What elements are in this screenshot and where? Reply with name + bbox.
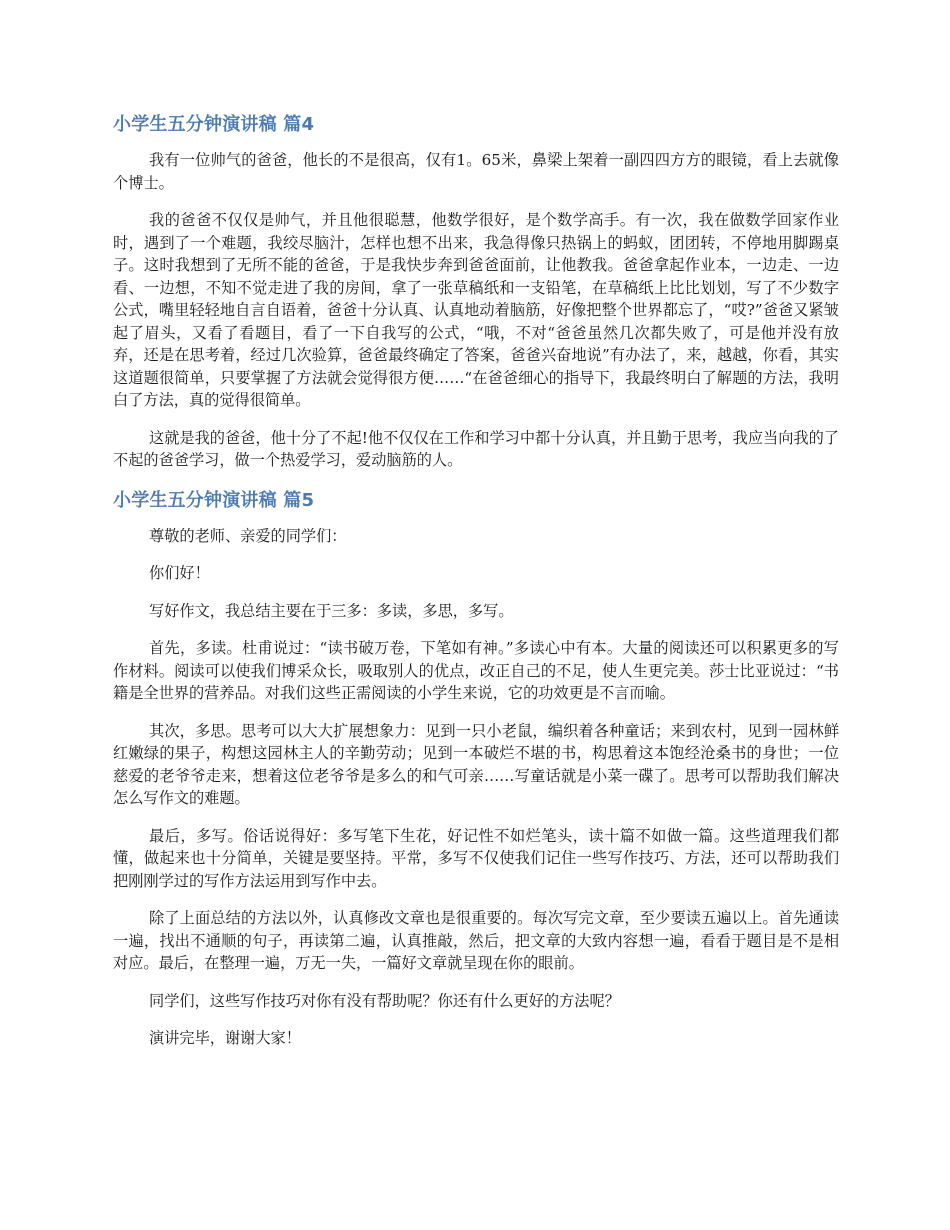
paragraph: 演讲完毕，谢谢大家！ [149, 1029, 301, 1047]
section-speech-5 [113, 488, 839, 1050]
paragraph: 首先，多读。杜甫说过：“读书破万卷，下笔如有神。”多读心中有本。大量的阅读还可以积累更多的写作材料。阅读可以使我们博采众长，吸取别人的优点，改正自己的不足，使人生更完美。莎士比亚说过：“书籍是全世界的营养品。对我们这些正需阅读的小学生来说，它的功效更是不言而喻。 [113, 639, 839, 702]
section-heading: 小学生五分钟演讲稿 篇5 [113, 489, 315, 511]
paragraph: 你们好！ [149, 564, 210, 582]
paragraph: 写好作文，我总结主要在于三多：多读，多思，多写。 [149, 601, 514, 620]
paragraph: 同学们，这些写作技巧对你有没有帮助呢？你还有什么更好的方法呢？ [149, 991, 620, 1010]
paragraph: 除了上面总结的方法以外，认真修改文章也是很重要的。每次写完文章，至少要读五遍以上。首先通读一遍，找出不通顺的句子，再读第二遍，认真推敲，然后，把文章的大致内容想一遍，看看于题目是不是相对应。最后，在整理一遍，万无一失，一篇好文章就呈现在你的眼前。 [113, 909, 839, 972]
paragraph: 我有一位帅气的爸爸，他长的不是很高，仅有1。65米，鼻梁上架着一副四四方方的眼镜，看上去就像个博士。 [113, 151, 839, 192]
section-speech-4 [113, 112, 839, 472]
section-heading: 小学生五分钟演讲稿 篇4 [113, 114, 315, 135]
paragraph: 这就是我的爸爸，他十分了不起!他不仅仅在工作和学习中都十分认真，并且勤于思考，我应当向我的了不起的爸爸学习，做一个热爱学习，爱动脑筋的人。 [113, 428, 839, 469]
paragraph: 最后，多写。俗话说得好：多写笔下生花，好记性不如烂笔头，读十篇不如做一篇。这些道理我们都懂，做起来也十分简单，关键是要坚持。平常，多写不仅使我们记住一些写作技巧、方法，还可以帮助我们把刚刚学过的写作方法运用到写作中去。 [113, 826, 839, 890]
document-content [113, 112, 839, 1065]
paragraph: 其次，多思。思考可以大大扩展想象力：见到一只小老鼠，编织着各种童话；来到农村，见到一园林鲜红嫩绿的果子，构想这园林主人的辛勤劳动；见到一本破烂不堪的书，构思着这本饱经沧桑书的身世；一位慈爱的老爷爷走来，想着这位老爷爷是多么的和气可亲……写童话就是小菜一碟了。思考可以帮助我们解决怎么写作文的难题。 [113, 721, 839, 807]
paragraph: 我的爸爸不仅仅是帅气，并且他很聪慧，他数学很好，是个数学高手。有一次，我在做数学回家作业时，遇到了一个难题，我绞尽脑汁，怎样也想不出来，我急得像只热锅上的蚂蚁，团团转，不停地用脚踢桌子。这时我想到了无所不能的爸爸，于是我快步奔到爸爸面前，让他教我。爸爸拿起作业本，一边走、一边看、一边想，不知不觉走进了我的房间，拿了一张草稿纸和一支铅笔，在草稿纸上比比划划，写了不少数字公式，嘴里轻轻地自言自语着，爸爸十分认真、认真地动着脑筋，好像把整个世界都忘了，“哎?”爸爸又紧皱起了眉头，又看了看题目，看了一下自我写的公式，“哦，不对“爸爸虽然几次都失败了，可是他并没有放弃，还是在思考着，经过几次验算，爸爸最终确定了答案，爸爸兴奋地说”有办法了，来，越越，你看，其实这道题很简单，只要掌握了方法就会觉得很方便……“在爸爸细心的指导下，我最终明白了解题的方法，我明白了方法，真的觉得很简单。 [113, 211, 839, 409]
paragraph: 尊敬的老师、亲爱的同学们： [149, 526, 347, 545]
